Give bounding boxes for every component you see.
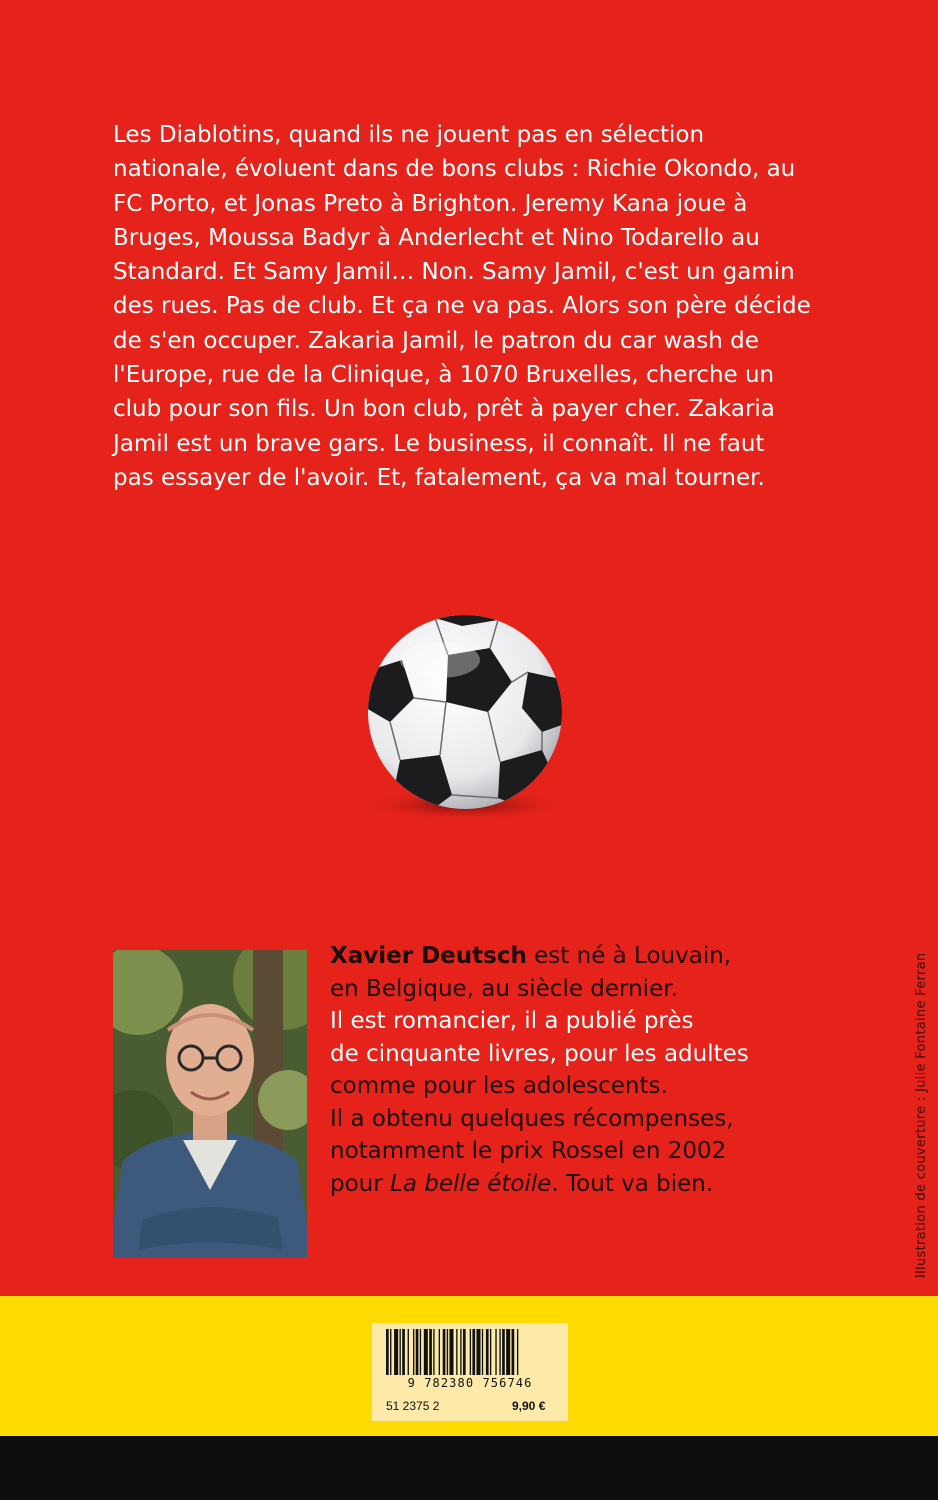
bio-first-line — [330, 940, 790, 973]
blurb-line: Jamil est un brave gars. Le business, il connaît. Il ne faut — [113, 430, 765, 457]
barcode-bar — [408, 1329, 409, 1375]
barcode-bar — [470, 1329, 471, 1375]
bio-line: Il a obtenu quelques récompenses, — [330, 1105, 734, 1132]
barcode-bar — [476, 1329, 480, 1375]
barcode-bar — [390, 1329, 391, 1375]
barcode-bar — [386, 1329, 389, 1375]
product-code: 51 2375 2 — [386, 1399, 440, 1413]
barcode-bar — [456, 1329, 457, 1375]
barcode-bar — [416, 1329, 419, 1375]
price-label: 9,90 € — [512, 1399, 546, 1413]
bio-line: est né à Louvain, — [526, 943, 732, 969]
barcode-bar — [502, 1329, 505, 1375]
award-book-title: La belle étoile — [390, 1170, 552, 1197]
blurb-line: Bruges, Moussa Badyr à Anderlecht et Nino Todarello au — [113, 224, 760, 251]
author-bio — [330, 940, 790, 1200]
barcode-bar — [443, 1329, 446, 1375]
barcode-bar — [433, 1329, 434, 1375]
barcode-bar — [506, 1329, 510, 1375]
soccer-ball-illustration — [330, 600, 600, 830]
barcode-bar — [472, 1329, 475, 1375]
illustration-credit: Illustration de couverture : Julie Fontaine Ferran — [914, 952, 929, 1278]
barcode-bar — [490, 1329, 491, 1375]
bio-last-line — [330, 1168, 790, 1201]
barcode-label — [372, 1323, 568, 1421]
blurb-line: Les Diablotins, quand ils ne jouent pas en sélection — [113, 122, 705, 148]
barcode-bar — [512, 1329, 515, 1375]
barcode-bar — [463, 1329, 466, 1375]
barcode-bar — [400, 1329, 401, 1375]
bio-line: en Belgique, au siècle dernier. — [330, 975, 678, 1002]
blurb-line: Standard. Et Samy Jamil… Non. Samy Jamil, c'est un gamin — [113, 259, 795, 286]
barcode-bar — [517, 1329, 518, 1375]
barcode-bar — [486, 1329, 489, 1375]
blurb-line: des rues. Pas de club. Et ça ne va pas. Alors son père décide — [113, 293, 811, 320]
barcode-bar — [402, 1329, 405, 1375]
blurb-line: FC Porto, et Jonas Preto à Brighton. Jeremy Kana joue à — [113, 190, 748, 217]
blurb-line: l'Europe, rue de la Clinique, à 1070 Bruxelles, cherche un — [113, 362, 775, 389]
barcode-bar — [413, 1329, 414, 1375]
bio-line: de cinquante livres, pour les adultes — [330, 1040, 749, 1067]
barcode-bar — [424, 1329, 428, 1375]
barcode-bar — [499, 1329, 500, 1375]
barcode-bar — [439, 1329, 440, 1375]
barcode-bar — [449, 1329, 453, 1375]
bio-line: comme pour les adolescents. — [330, 1073, 668, 1099]
blurb-line: nationale, évoluent dans de bons clubs : Richie Okondo, au — [113, 156, 796, 183]
blurb-line: de s'en occuper. Zakaria Jamil, le patron du car wash de — [113, 327, 759, 354]
black-band — [0, 1436, 938, 1500]
barcode-bar — [394, 1329, 398, 1375]
barcode-bar — [495, 1329, 496, 1375]
barcode-bar — [429, 1329, 432, 1375]
bio-line: Il est romancier, il a publié près — [330, 1008, 694, 1034]
isbn-number: 9 782380 756746 — [407, 1376, 533, 1390]
blurb-line: pas essayer de l'avoir. Et, fatalement, ça va mal tourner. — [113, 464, 765, 491]
barcode-bar — [447, 1329, 448, 1375]
author-photo — [113, 950, 307, 1258]
barcode-bar — [482, 1329, 483, 1375]
bio-suffix: . Tout va bien. — [551, 1170, 714, 1197]
blurb-text — [113, 118, 818, 495]
bio-line: notamment le prix Rossel en 2002 — [330, 1138, 727, 1164]
barcode-bar — [460, 1329, 461, 1375]
barcode-bars — [372, 1323, 568, 1379]
bio-prefix: pour — [330, 1170, 391, 1197]
barcode-bar — [420, 1329, 421, 1375]
blurb-line: club pour son fils. Un bon club, prêt à payer cher. Zakaria — [113, 396, 775, 423]
author-name: Xavier Deutsch — [330, 943, 527, 969]
